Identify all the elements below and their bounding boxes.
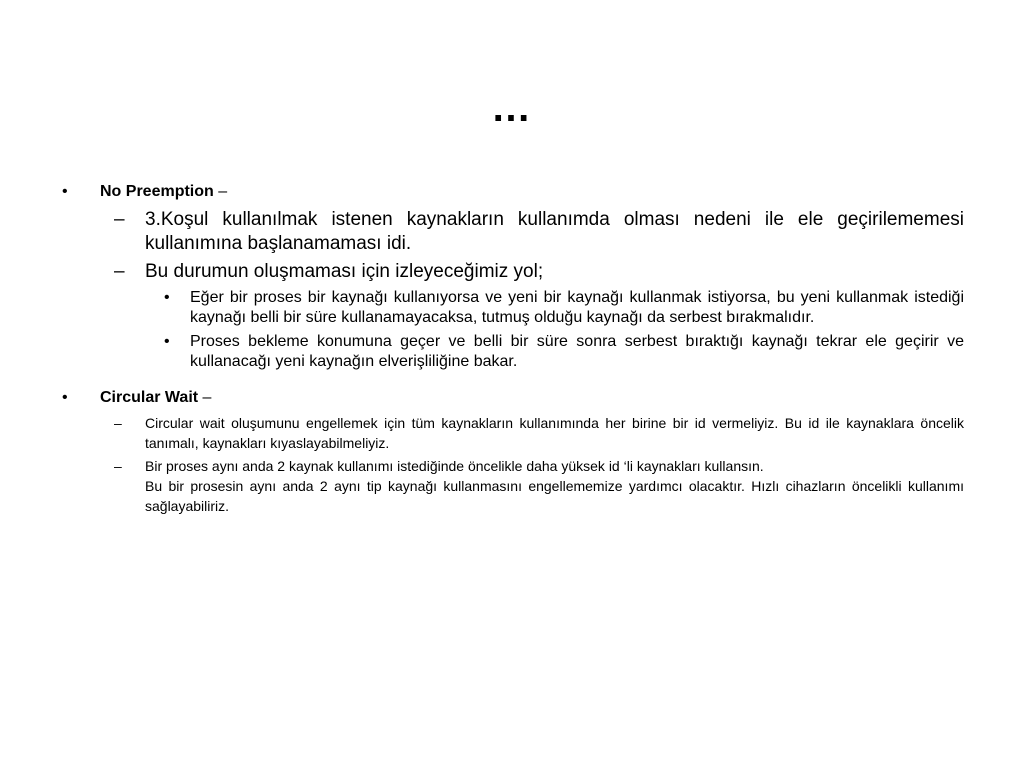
term-separator: – — [213, 183, 228, 200]
slide-title: … — [491, 86, 533, 130]
sub-item-text: Bu durumun oluşmaması için izleyeceğimiz yol; — [145, 261, 544, 282]
dash-marker: – — [114, 261, 125, 282]
sub-sub-item-text: Proses bekleme konumuna geçer ve belli bir süre sonra serbest bıraktığı kaynağı tekrar ele geçirir ve kullanacağı yeni kaynağın elverişliliğine bakar. — [190, 333, 964, 370]
sub-sub-item-text: Eğer bir proses bir kaynağı kullanıyorsa ve yeni bir kaynağı kullanmak istiyorsa, bu yeni kullanmak istediği kaynağı belli bir süre kullanamayacaksa, tutmuş olduğu kaynağı da serbest bırakmalıdır. — [190, 289, 964, 326]
sub-sub-item-release — [62, 288, 964, 328]
sub-item-text-line1: Bir proses aynı anda 2 kaynak kullanımı istediğinde öncelikle daha yüksek id ‘li kaynakları kullansın. — [145, 458, 764, 474]
sub-item-resource-id — [62, 413, 964, 453]
bullet-no-preemption — [62, 180, 964, 204]
slide-content — [62, 180, 964, 516]
sub-item-priority — [62, 456, 964, 516]
bullet-marker: • — [62, 183, 68, 200]
dash-marker: – — [114, 458, 122, 474]
sub-item-text-line2: Bu bir prosesin aynı anda 2 aynı tip kaynağı kullanmasını engellememize yardımcı olacaktır. Hızlı cihazların öncelikli kullanımı sağlayabiliriz. — [145, 478, 964, 514]
dash-marker: – — [114, 209, 125, 230]
sub-item-text: 3.Koşul kullanılmak istenen kaynakların kullanımda olması nedeni ile ele geçirilememesi kullanımına başlanamaması idi. — [145, 209, 964, 254]
bullet-marker: • — [164, 289, 170, 306]
term-separator: – — [198, 389, 212, 406]
bullet-circular-wait — [62, 386, 964, 410]
sub-item-approach — [62, 260, 964, 284]
dash-marker: – — [114, 415, 122, 431]
section-gap — [62, 372, 964, 386]
sub-item-condition — [62, 208, 964, 256]
sub-item-text: Circular wait oluşumunu engellemek için tüm kaynakların kullanımında her birine bir id vermeliyiz. Bu id ile kaynaklara öncelik tanımalı, kaynakları kıyaslayabilmeliyiz. — [145, 415, 964, 451]
sub-sub-item-wait — [62, 332, 964, 372]
bullet-marker: • — [62, 389, 68, 406]
term-no-preemption: No Preemption — [100, 183, 214, 200]
bullet-marker: • — [164, 333, 170, 350]
term-circular-wait: Circular Wait — [100, 389, 199, 406]
